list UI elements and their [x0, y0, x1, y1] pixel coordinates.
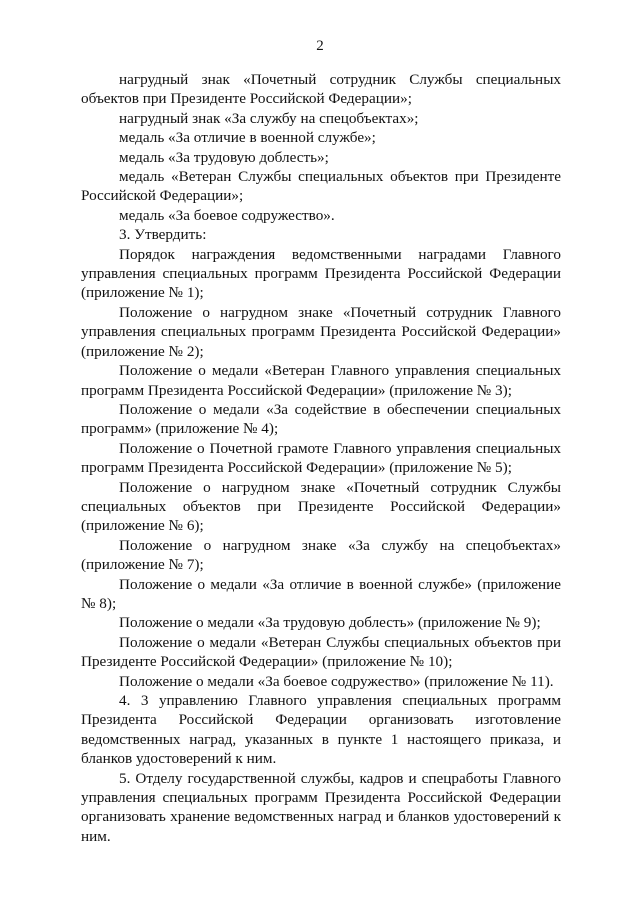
paragraph-appendix-1: Порядок награждения ведомственными наградами Главного управления специальных программ Президента Российской Федерации (приложение № 1);	[81, 245, 561, 302]
paragraph-section-5: 5. Отделу государственной службы, кадров и спецработы Главного управления специальных программ Президента Российской Федерации организовать хранение ведомственных наград и бланков удостоверений к ним.	[81, 769, 561, 845]
paragraph-section-3-heading: 3. Утвердить:	[119, 226, 207, 244]
paragraph-appendix-6: Положение о нагрудном знаке «Почетный сотрудник Службы специальных объектов при Президенте Российской Федерации» (приложение № 6);	[81, 478, 561, 535]
paragraph-award-list-item: медаль «За отличие в военной службе»;	[119, 129, 376, 147]
paragraph-award-list-item: нагрудный знак «Почетный сотрудник Службы специальных объектов при Президенте Российской Федерации»;	[81, 71, 561, 108]
paragraph-section-4: 4. 3 управлению Главного управления специальных программ Президента Российской Федерации организовать изготовление ведомственных наград, указанных в пункте 1 настоящего приказа, и бланков удостоверений к ним.	[81, 692, 561, 768]
paragraph-award-list-item: медаль «Ветеран Службы специальных объектов при Президенте Российской Федерации»;	[81, 168, 561, 205]
paragraph-award-list-item: нагрудный знак «За службу на спецобъектах»;	[119, 109, 419, 127]
paragraph-appendix-9: Положение о медали «За трудовую доблесть» (приложение № 9);	[119, 614, 541, 632]
paragraph-appendix-11: Положение о медали «За боевое содружество» (приложение № 11).	[119, 672, 554, 690]
paragraph-appendix-7: Положение о нагрудном знаке «За службу на спецобъектах» (приложение № 7);	[81, 536, 561, 574]
document-body	[81, 70, 561, 846]
paragraph-appendix-5: Положение о Почетной грамоте Главного управления специальных программ Президента Российской Федерации» (приложение № 5);	[81, 439, 561, 477]
paragraph-appendix-4: Положение о медали «За содействие в обеспечении специальных программ» (приложение № 4);	[81, 400, 561, 438]
paragraph-appendix-8: Положение о медали «За отличие в военной службе» (приложение № 8);	[81, 575, 561, 612]
paragraph-award-list-item: медаль «За трудовую доблесть»;	[119, 148, 329, 166]
paragraph-appendix-3: Положение о медали «Ветеран Главного управления специальных программ Президента Российской Федерации» (приложение № 3);	[81, 362, 561, 399]
paragraph-award-list-item: медаль «За боевое содружество».	[119, 206, 335, 224]
paragraph-appendix-10: Положение о медали «Ветеран Службы специальных объектов при Президенте Российской Федерации» (приложение № 10);	[81, 633, 561, 671]
page-number: 2	[316, 38, 324, 54]
paragraph-appendix-2: Положение о нагрудном знаке «Почетный сотрудник Главного управления специальных программ Президента Российской Федерации» (приложение № 2);	[81, 303, 561, 360]
